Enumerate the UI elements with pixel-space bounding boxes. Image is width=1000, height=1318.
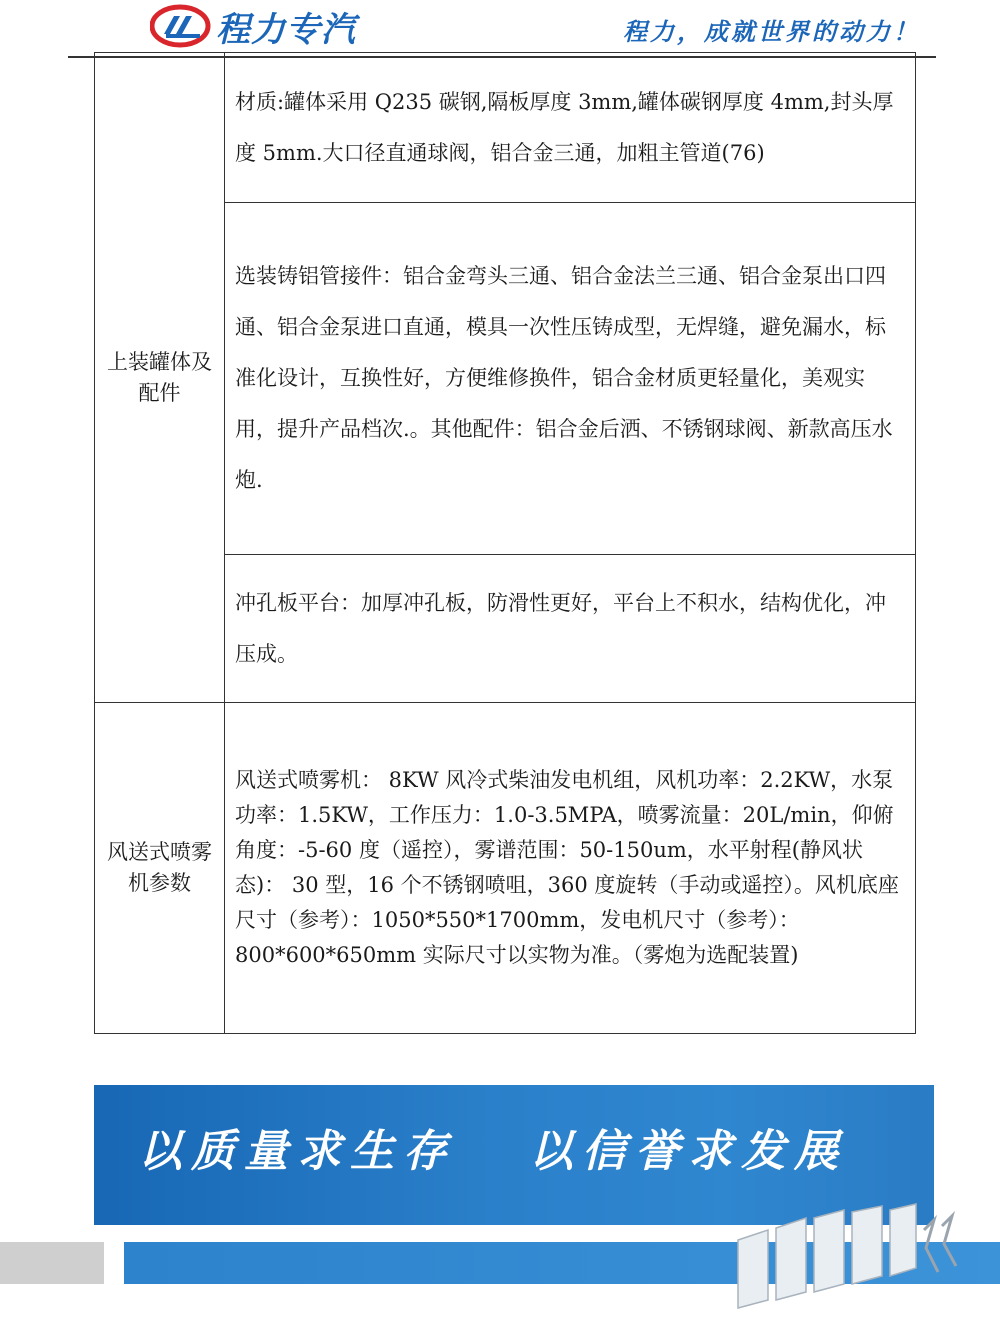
brand-logo bbox=[150, 4, 356, 48]
spec-table bbox=[94, 52, 916, 1034]
chevron-stripes-decoration bbox=[728, 1200, 978, 1310]
row-label-tank-accessories: 上装罐体及配件 bbox=[95, 53, 225, 703]
footer-grey-block bbox=[0, 1242, 104, 1284]
table-row bbox=[95, 53, 916, 203]
cl-logo-icon bbox=[150, 4, 212, 48]
table-row bbox=[95, 703, 916, 1034]
row-content-sprayer-params: 风送式喷雾机： 8KW 风冷式柴油发电机组，风机功率：2.2KW，水泵功率：1.5KW，工作压力：1.0-3.5MPA，喷雾流量：20L/min，仰俯角度：-5-60 度（遥控），雾谱范围：50-150um，水平射程(静风状态)： 30 型，16 个不锈钢喷咀，360 度旋转（手动或遥控）。风机底座尺寸（参考）：1050*550*1700mm，发电机尺寸（参考）：800*600*650mm 实际尺寸以实物为准。（雾炮为选配装置) bbox=[225, 703, 916, 1034]
header-slogan: 程力，成就世界的动力！ bbox=[623, 18, 920, 46]
row-content-platform: 冲孔板平台：加厚冲孔板，防滑性更好，平台上不积水，结构优化，冲压成。 bbox=[225, 555, 916, 703]
row-content-cast-aluminum-fittings: 选装铸铝管接件：铝合金弯头三通、铝合金法兰三通、铝合金泵出口四通、铝合金泵进口直通，模具一次性压铸成型，无焊缝，避免漏水，标准化设计，互换性好，方便维修换件，铝合金材质更轻量化，美观实用，提升产品档次.。其他配件：铝合金后洒、不锈钢球阀、新款高压水炮. bbox=[225, 203, 916, 555]
row-content-material: 材质:罐体采用 Q235 碳钢,隔板厚度 3mm,罐体碳钢厚度 4mm,封头厚度 5mm.大口径直通球阀，铝合金三通，加粗主管道(76) bbox=[225, 53, 916, 203]
page-header bbox=[0, 0, 1000, 60]
brand-name: 程力专汽 bbox=[216, 9, 356, 50]
motto-text: 以质量求生存 以信誉求发展 bbox=[138, 1126, 847, 1177]
row-label-sprayer-params: 风送式喷雾机参数 bbox=[95, 703, 225, 1034]
